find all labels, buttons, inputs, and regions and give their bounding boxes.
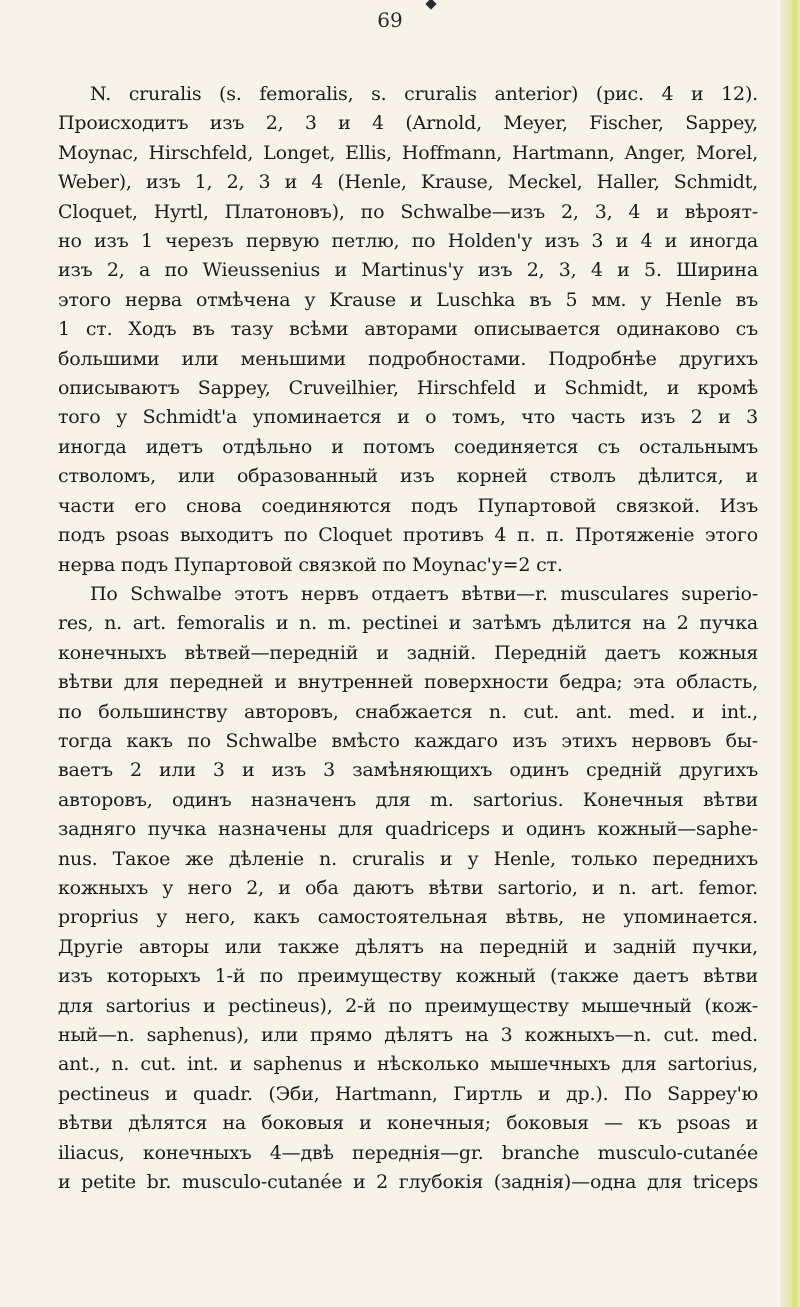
text-line: изъ которыхъ 1-й по преимуществу кожный (также даетъ вѣтви (58, 965, 758, 988)
text-line: но изъ 1 черезъ первую петлю, по Holden'у изъ 3 и 4 и иногда (58, 230, 758, 253)
text-line: ant., n. cut. int. и saphenus и нѣсколько мышечныхъ для sartorius, (58, 1053, 758, 1076)
text-line: pectineus и quadr. (Эби, Hartmann, Гиртль и др.). По Sappey'ю (58, 1082, 758, 1105)
text-line: nus. Такое же дѣленіе n. cruralis и у Henle, только переднихъ (58, 847, 758, 870)
text-line: авторовъ, одинъ назначенъ для m. sartorius. Конечныя вѣтви (58, 788, 758, 811)
text-line: По Schwalbe этотъ нервъ отдаетъ вѣтви—r. musculares superio- (90, 582, 758, 605)
text-line: кожныхъ у него 2, и оба даютъ вѣтви sartorio, и n. art. femor. (58, 876, 758, 899)
text-line: того у Schmidt'а упоминается и о томъ, что часть изъ 2 и 3 (58, 406, 758, 429)
text-line: вѣтви для передней и внутренней поверхности бедра; эта область, (58, 671, 758, 694)
text-line: proprius у него, какъ самостоятельная вѣтвь, не упоминается. (58, 906, 758, 929)
text-line: части его снова соединяются подъ Пупартовой связкой. Изъ (58, 494, 758, 517)
text-line: iliacus, конечныхъ 4—двѣ переднія—gr. branche musculo-cutanée (58, 1141, 758, 1164)
text-line: конечныхъ вѣтвей—передній и задній. Передній даетъ кожныя (58, 641, 758, 664)
text-line: по большинству авторовъ, снабжается n. cut. ant. med. и int., (58, 700, 758, 723)
page-gutter (780, 0, 800, 1307)
text-line: иногда идетъ отдѣльно и потомъ соединяется съ остальнымъ (58, 435, 758, 458)
body-text (58, 80, 758, 1197)
text-line: этого нерва отмѣчена у Krause и Luschka въ 5 мм. у Henle въ (58, 288, 758, 311)
text-line: задняго пучка назначены для quadriceps и одинъ кожный—saphe- (58, 818, 758, 841)
text-line: вѣтви дѣлятся на боковыя и конечныя; боковыя — къ psoas и (58, 1112, 758, 1135)
text-line: Происходитъ изъ 2, 3 и 4 (Arnold, Meyer, Fischer, Sappey, (58, 112, 758, 135)
text-line: для sartorius и pectineus), 2-й по преимуществу мышечный (кож- (58, 994, 758, 1017)
text-line: описываютъ Sappey, Cruveilhier, Hirschfeld и Schmidt, и кромѣ (58, 377, 758, 400)
text-line: стволомъ, или образованный изъ корней стволъ дѣлится, и (58, 465, 758, 488)
text-line: 1 ст. Ходъ въ тазу всѣми авторами описывается одинаково съ (58, 318, 758, 341)
text-line: Weber), изъ 1, 2, 3 и 4 (Henle, Krause, Meckel, Haller, Schmidt, (58, 171, 758, 194)
text-line: большими или меньшими подробностами. Подробнѣе другихъ (58, 347, 758, 370)
page-number: 69 (377, 8, 403, 32)
text-line: нерва подъ Пупартовой связкой по Moynac'у=2 ст. (58, 553, 563, 576)
text-line: ваетъ 2 или 3 и изъ 3 замѣняющихъ одинъ средній другихъ (58, 759, 758, 782)
text-line: изъ 2, а по Wieussenius и Martinus'у изъ 2, 3, 4 и 5. Ширина (58, 259, 758, 282)
text-line: ный—n. saphenus), или прямо дѣлятъ на 3 кожныхъ—n. cut. med. (58, 1024, 758, 1046)
text-line: подъ psoas выходитъ по Cloquet противъ 4 п. п. Протяженіе этого (58, 524, 758, 547)
text-line: Другіе авторы или также дѣлятъ на передній и задній пучки, (58, 935, 758, 958)
text-line: N. cruralis (s. femoralis, s. cruralis anterior) (рис. 4 и 12). (90, 83, 758, 105)
text-line: тогда какъ по Schwalbe вмѣсто каждаго изъ этихъ нервовъ бы- (58, 729, 758, 752)
text-line: и petite br. musculo-cutanée и 2 глубокія (заднія)—одна для triceps (58, 1171, 758, 1194)
text-line: res, n. art. femoralis и n. m. pectinei и затѣмъ дѣлится на 2 пучка (58, 612, 758, 635)
text-line: Moynac, Hirschfeld, Longet, Ellis, Hoffmann, Hartmann, Anger, Morel, (58, 141, 758, 164)
text-line: Cloquet, Hyrtl, Платоновъ), по Schwalbe—изъ 2, 3, 4 и вѣроят- (58, 200, 758, 223)
